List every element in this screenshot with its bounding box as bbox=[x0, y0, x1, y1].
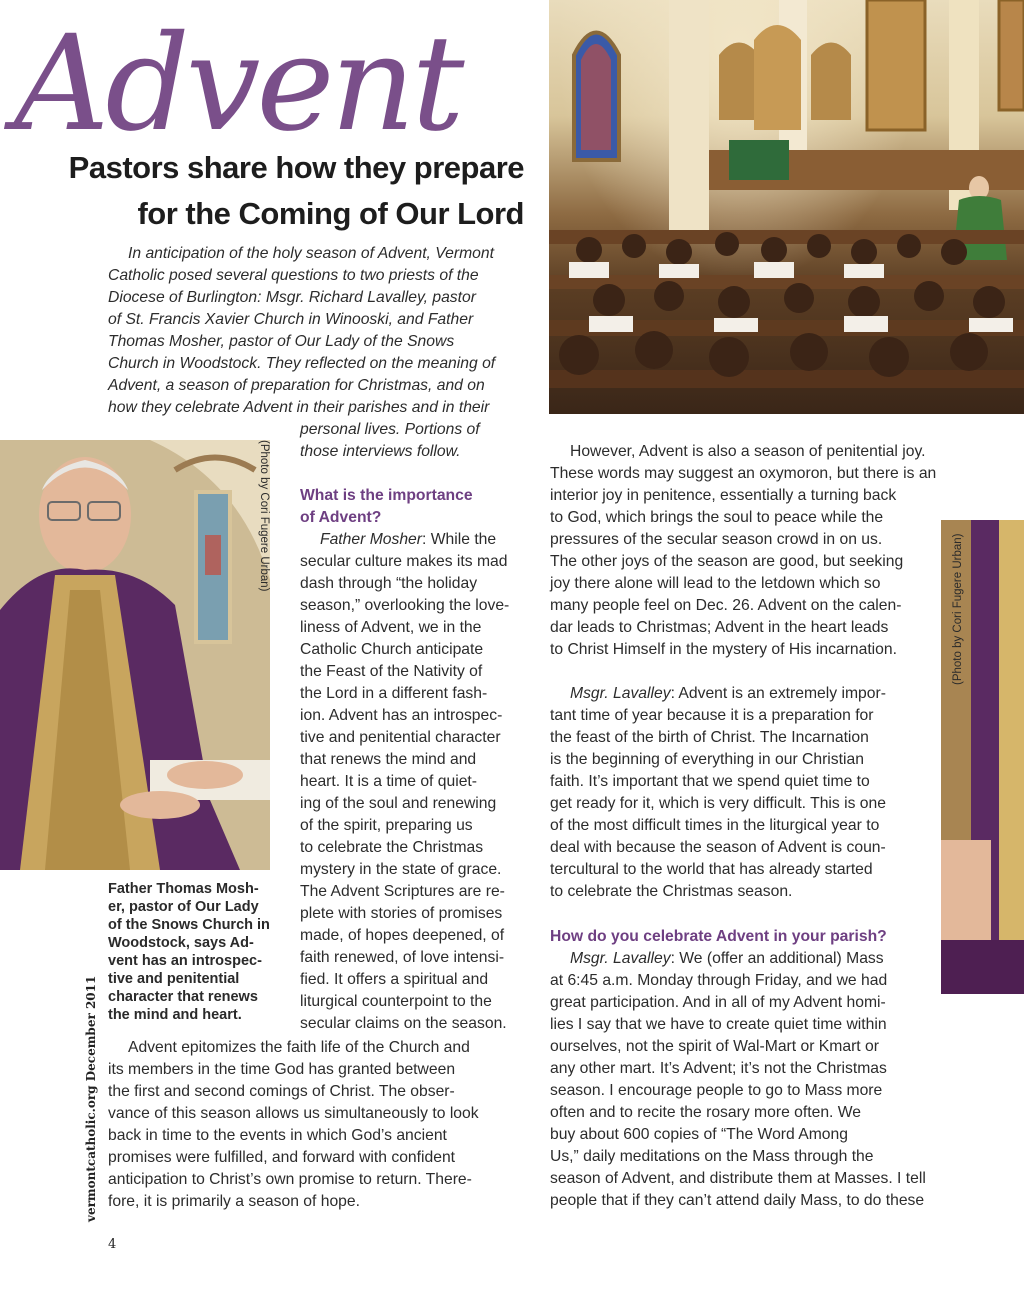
intro-line-5: Thomas Mosher, pastor of Our Lady of the Snows bbox=[108, 333, 455, 350]
caption-line: of the Snows Church in bbox=[108, 917, 270, 933]
para3-first-rest: : We (offer an additional) Mass bbox=[670, 950, 884, 967]
mid-line: the Feast of the Nativity of bbox=[300, 663, 483, 680]
bottom-left-line: vance of this season allows us simultaneously to look bbox=[108, 1105, 479, 1122]
caption-line: er, pastor of Our Lady bbox=[108, 899, 259, 915]
mid-line: The Advent Scriptures are re- bbox=[300, 883, 505, 900]
mid-line: plete with stories of promises bbox=[300, 905, 503, 922]
right-line: season. I encourage people to go to Mass more bbox=[550, 1082, 883, 1099]
bottom-left-line: fore, it is primarily a season of hope. bbox=[108, 1193, 360, 1210]
right-line: deal with because the season of Advent is coun- bbox=[550, 839, 886, 856]
speaker-mosher: Father Mosher bbox=[320, 531, 423, 548]
church-interior-photo bbox=[549, 0, 1024, 414]
mid-line: fied. It offers a spiritual and bbox=[300, 971, 489, 988]
priest-portrait-photo bbox=[0, 440, 270, 870]
mid-line: ing of the soul and renewing bbox=[300, 795, 497, 812]
mid-line: heart. It is a time of quiet- bbox=[300, 773, 477, 790]
caption-line: vent has an introspec- bbox=[108, 953, 262, 969]
mid-line: tive and penitential character bbox=[300, 729, 501, 746]
right-line: The other joys of the season are good, but seeking bbox=[550, 553, 904, 570]
right-line: pressures of the secular season crowd in on us. bbox=[550, 531, 883, 548]
right-line: These words may suggest an oxymoron, but there is an bbox=[550, 465, 937, 482]
right-line: lies I say that we have to create quiet time within bbox=[550, 1016, 887, 1033]
bottom-left-line: Advent epitomizes the faith life of the Church and bbox=[128, 1039, 470, 1056]
mid-line: Catholic Church anticipate bbox=[300, 641, 484, 658]
intro-line-8: how they celebrate Advent in their parishes and in their bbox=[108, 399, 490, 416]
intro-line-1: In anticipation of the holy season of Advent, Vermont bbox=[128, 245, 494, 262]
caption-line: Woodstock, says Ad- bbox=[108, 935, 254, 951]
para2-first-rest: : Advent is an extremely impor- bbox=[670, 685, 886, 702]
mid-line: mystery in the state of grace. bbox=[300, 861, 502, 878]
intro-line-3: Diocese of Burlington: Msgr. Richard Lavalley, pastor bbox=[108, 289, 476, 306]
mid-line: season,” overlooking the love- bbox=[300, 597, 510, 614]
right-line: tercultural to the world that has already started bbox=[550, 861, 873, 878]
right-line: faith. It’s important that we spend quiet time to bbox=[550, 773, 870, 790]
side-footer-text: vermontcatholic.org December 2011 bbox=[84, 975, 98, 1222]
right-line: Us,” daily meditations on the Mass through the bbox=[550, 1148, 874, 1165]
mid-line: secular claims on the season. bbox=[300, 1015, 507, 1032]
caption-line: character that renews bbox=[108, 989, 258, 1005]
mid-first-line bbox=[320, 529, 496, 551]
right-line: to celebrate the Christmas season. bbox=[550, 883, 793, 900]
bottom-left-line: promises were fulfilled, and forward with confident bbox=[108, 1149, 456, 1166]
right-line: joy there alone will lead to the letdown which so bbox=[550, 575, 881, 592]
mid-line: liturgical counterpoint to the bbox=[300, 993, 492, 1010]
intro-line-7: Advent, a season of preparation for Christmas, and on bbox=[108, 377, 485, 394]
subtitle-line-1: Pastors share how they prepare bbox=[68, 150, 524, 185]
right-line: at 6:45 a.m. Monday through Friday, and we had bbox=[550, 972, 888, 989]
caption-line: tive and penitential bbox=[108, 971, 240, 987]
photo-credit-right: (Photo by Cori Fugere Urban) bbox=[952, 533, 964, 685]
caption-line: Father Thomas Mosh- bbox=[108, 881, 259, 897]
right-line: to Christ Himself in the mystery of His incarnation. bbox=[550, 641, 897, 658]
intro-line-10: those interviews follow. bbox=[300, 443, 461, 460]
mid-first-line-rest: : While the bbox=[422, 531, 497, 548]
script-title: Advent bbox=[14, 7, 461, 161]
bottom-left-line: anticipation to Christ’s own promise to return. There- bbox=[108, 1171, 472, 1188]
right-line: is the beginning of everything in our Christian bbox=[550, 751, 864, 768]
bottom-left-line: back in time to the events in which God’s ancient bbox=[108, 1127, 447, 1144]
right-line: dar leads to Christmas; Advent in the heart leads bbox=[550, 619, 889, 636]
right-para2-first bbox=[570, 683, 886, 705]
heading-celebrate: How do you celebrate Advent in your parish? bbox=[550, 928, 887, 945]
right-line: tant time of year because it is a preparation for bbox=[550, 707, 874, 724]
mid-line: liness of Advent, we in the bbox=[300, 619, 482, 636]
right-line: people that if they can’t attend daily Mass, to do these bbox=[550, 1192, 925, 1209]
right-line: to God, which brings the soul to peace while the bbox=[550, 509, 884, 526]
intro-line-9: personal lives. Portions of bbox=[300, 421, 480, 438]
mid-line: that renews the mind and bbox=[300, 751, 477, 768]
right-line: get ready for it, which is very difficult. This is one bbox=[550, 795, 886, 812]
right-para3-first bbox=[570, 948, 884, 970]
right-line: season of Advent, and distribute them at Masses. I tell bbox=[550, 1170, 926, 1187]
heading-importance-line-1: What is the importance bbox=[300, 487, 473, 504]
right-line: However, Advent is also a season of penitential joy. bbox=[570, 443, 926, 460]
right-line: often and to recite the rosary more often. We bbox=[550, 1104, 862, 1121]
right-line: of the most difficult times in the liturgical year to bbox=[550, 817, 880, 834]
mid-line: secular culture makes its mad bbox=[300, 553, 508, 570]
photo-credit-left: (Photo by Cori Fugere Urban) bbox=[258, 440, 270, 592]
church-illustration bbox=[549, 0, 1024, 414]
mid-line: faith renewed, of love intensi- bbox=[300, 949, 505, 966]
right-line: buy about 600 copies of “The Word Among bbox=[550, 1126, 848, 1143]
right-line: many people feel on Dec. 26. Advent on the calen- bbox=[550, 597, 902, 614]
priest-illustration bbox=[0, 440, 270, 870]
right-line: ourselves, not the spirit of Wal-Mart or Kmart or bbox=[550, 1038, 879, 1055]
mid-line: the Lord in a different fash- bbox=[300, 685, 488, 702]
mid-line: of the spirit, preparing us bbox=[300, 817, 473, 834]
mid-line: dash through “the holiday bbox=[300, 575, 478, 592]
right-line: interior joy in penitence, essentially a turning back bbox=[550, 487, 897, 504]
bottom-left-line: its members in the time God has granted between bbox=[108, 1061, 456, 1078]
heading-importance-line-2: of Advent? bbox=[300, 509, 382, 526]
mid-line: made, of hopes deepened, of bbox=[300, 927, 505, 944]
right-line: the feast of the birth of Christ. The Incarnation bbox=[550, 729, 869, 746]
speaker-lavalley-2: Msgr. Lavalley bbox=[570, 950, 671, 967]
intro-line-6: Church in Woodstock. They reflected on the meaning of bbox=[108, 355, 496, 372]
intro-line-2: Catholic posed several questions to two priests of the bbox=[108, 267, 479, 284]
intro-line-4: of St. Francis Xavier Church in Winooski, and Father bbox=[108, 311, 474, 328]
bottom-left-line: the first and second comings of Christ. The obser- bbox=[108, 1083, 455, 1100]
mid-line: to celebrate the Christmas bbox=[300, 839, 484, 856]
caption-line: the mind and heart. bbox=[108, 1007, 242, 1023]
right-line: great participation. And in all of my Advent homi- bbox=[550, 994, 886, 1011]
right-line: any other mart. It’s Advent; it’s not the Christmas bbox=[550, 1060, 887, 1077]
subtitle-line-2: for the Coming of Our Lord bbox=[137, 196, 524, 231]
page-number: 4 bbox=[108, 1237, 117, 1252]
speaker-lavalley: Msgr. Lavalley bbox=[570, 685, 671, 702]
mid-line: ion. Advent has an introspec- bbox=[300, 707, 503, 724]
